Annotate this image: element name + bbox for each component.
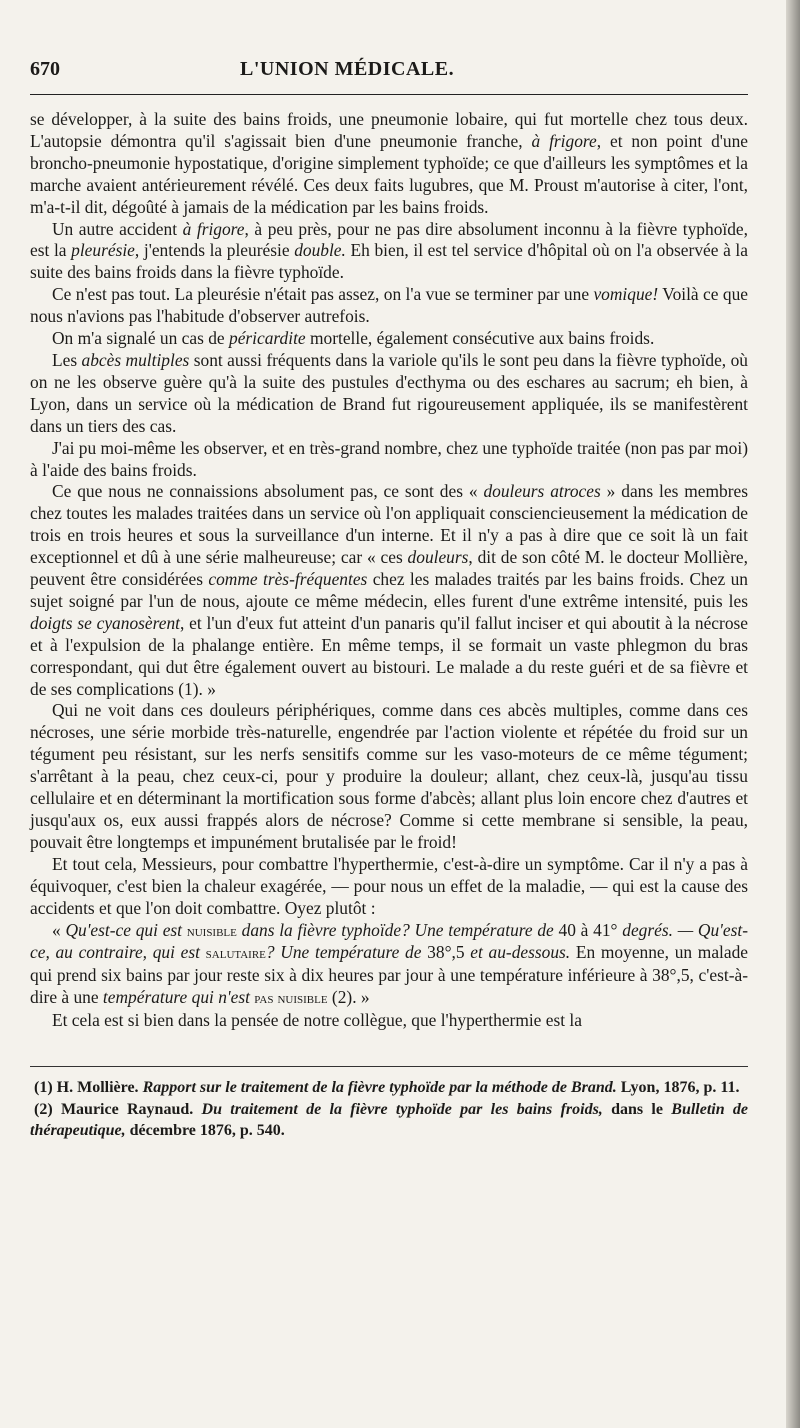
text-run: sont aussi fréquents dans la variole qu'ils le sont peu dans la fièvre typhoïde, où on ne les observe guère qu'à la suite des pustules d'ecthyma ou des eschares au sacrum; eh bien, à Lyon, dans un service où la médication de Brand fut rigoureusement appliquée, ils se manifestèrent dans un tiers des cas. (30, 349, 748, 436)
paragraph (30, 328, 748, 350)
text-run: , et l'un d'eux fut atteint d'un panaris qu'il fallut inciser et qui aboutit à la nécrose et à l'expulsion de la phalange entière. En même temps, il se formait un vaste phlegmon du bras correspondant, qui dut être également ouvert au bistouri. Le malade a du reste guéri et de sa fièvre et de ses complications (1). » (30, 612, 748, 699)
paragraph (30, 284, 748, 328)
text-run: Un autre accident (52, 218, 183, 239)
text-run: Et cela est si bien dans la pensée de notre collègue, que l'hyperthermie est la (52, 1010, 582, 1031)
footnotes (30, 1077, 748, 1142)
italic-run: abcès multiples (81, 349, 190, 370)
text-run: Ce que nous ne connaissions absolument pas, ce sont des « (52, 481, 484, 502)
page-edge-shadow (786, 0, 800, 1428)
text-run: Voilà ce que nous n'avions pas l'habitude d'observer autrefois. (30, 284, 748, 327)
text-run: mortelle, également consécutive aux bains froids. (305, 328, 655, 349)
paragraph (30, 700, 748, 853)
text-run: , j'entends la pleurésie (134, 240, 295, 261)
text-run: On m'a signalé un cas de (52, 328, 229, 349)
italic-run: douleurs atroces (483, 481, 601, 502)
text-run: , à peu près, pour ne pas dire absolument inconnu à la fièvre typhoïde, est la (30, 218, 748, 261)
italic-run: à frigore (531, 130, 597, 151)
italic-run: péricardite (229, 328, 306, 349)
italic-run: et au-dessous. (470, 942, 571, 963)
italic-run: dans la fièvre typhoïde? Une température de (236, 919, 559, 940)
text-run: En moyenne, un malade qui prend six bains par jour reste six à dix heures par jour à une température inférieure à 38°,5, c'est-à-dire à une (30, 942, 749, 1008)
text-run: 38°,5 (427, 942, 471, 963)
text-run: (2). » (327, 987, 370, 1008)
small-caps-run: pas nuisible (254, 990, 328, 1008)
text-run: Et tout cela, Messieurs, pour combattre l'hyperthermie, c'est-à-dire un symptôme. Car il n'y a pas à équivoquer, c'est bien la chaleur exagérée, — pour nous un effet de la maladie, — qui est la cause des accidents et que l'on doit combattre. Oyez plutôt : (30, 853, 748, 918)
italic-run: doigts se cyanosèrent (30, 612, 180, 633)
paragraph (30, 219, 748, 285)
text-run: dans le (602, 1100, 672, 1118)
text-run: chez les malades traités par les bains froids. Chez un sujet soigné par l'un de nous, ajoute ce même médecin, elles furent d'une extrême intensité, puis les (30, 569, 748, 611)
italic-run: Qu'est-ce qui est (65, 919, 187, 940)
paragraph (30, 350, 748, 438)
text-run: Ce n'est pas tout. La pleurésie n'était pas assez, on l'a vue se terminer par une (52, 284, 594, 305)
paragraph (30, 481, 748, 700)
footnote-rule (30, 1066, 748, 1067)
text-run: Qui ne voit dans ces douleurs périphériques, comme dans ces abcès multiples, comme dans ces nécroses, une série morbide très-naturelle, engendrée par l'action violente et répétée du froid sur un tégument peu résistant, sur les nerfs sensitifs comme sur les vaso-moteurs de ce même tégument; s'arrêtant à la peau, chez ceux-ci, pour y produire la douleur; allant, chez ceux-là, jusqu'au tissu cellulaire et en déterminant la mortification sous forme d'abcès; allant plus loin encore chez d'autres et jusqu'aux os, eux aussi frappés alors de nécrose? Comme si cette membrane si sensible, la peau, pouvait être longtemps et impunément brutalisée par le froid! (30, 700, 748, 852)
small-caps-run: nuisible (186, 922, 237, 940)
page-number: 670 (30, 58, 60, 80)
text-run: , dit de son côté M. le docteur Mollière, peuvent être considérées (30, 547, 749, 590)
italic-run: degrés. — Qu'est-ce, au contraire, qui est (30, 919, 749, 963)
paragraph (30, 854, 748, 920)
italic-run: température qui n'est (102, 987, 255, 1008)
text-run: Eh bien, il est tel service d'hôpital où on l'a observée à la suite des bains froids dans la fièvre typhoïde. (30, 240, 748, 283)
italic-run: Du traitement de la fièvre typhoïde par les bains froids, (201, 1100, 603, 1118)
footnote (30, 1099, 748, 1142)
footnote (30, 1077, 748, 1099)
text-run: , et non point d'une broncho-pneumonie hypostatique, d'origine simplement typhoïde; ce que d'ailleurs les symptômes et la marche avaient antérieurement révélé. Ces deux faits lugubres, que M. Proust m'autorise à citer, l'ont, m'a-t-il dit, dégoûté à jamais de la médication par les bains froids. (30, 130, 749, 217)
italic-run: pleurésie (71, 240, 135, 261)
text-run: décembre 1876, p. 540. (125, 1122, 285, 1140)
page-header (30, 58, 748, 88)
text-run: 40 à 41° (558, 919, 623, 940)
text-run: (1) H. Mollière. (34, 1079, 143, 1097)
text-run: J'ai pu moi-même les observer, et en très-grand nombre, chez une typhoïde traitée (non pas par moi) à l'aide des bains froids. (30, 437, 748, 480)
text-run: « (52, 919, 66, 940)
italic-run: comme très-fréquentes (208, 569, 368, 590)
italic-run: double. (294, 240, 346, 261)
text-run: Les (52, 349, 82, 370)
paragraph (30, 438, 748, 482)
text-run: (2) Maurice Raynaud. (34, 1100, 202, 1118)
quotation (30, 920, 748, 1011)
paragraph (30, 109, 748, 219)
italic-run: à frigore (182, 218, 245, 239)
italic-run: vomique! (593, 284, 659, 305)
text-run: se développer, à la suite des bains froids, une pneumonie lobaire, qui fut mortelle chez tous deux. L'autopsie démontra qu'il s'agissait bien d'une pneumonie franche, (30, 109, 748, 151)
italic-run: Rapport sur le traitement de la fièvre typhoïde par la méthode de Brand. (142, 1079, 617, 1097)
running-title: L'UNION MÉDICALE. (240, 58, 455, 80)
paragraph (30, 1010, 748, 1032)
body-text (30, 109, 748, 1032)
small-caps-run: salutaire (205, 945, 266, 963)
text-run: Lyon, 1876, p. 11. (616, 1079, 740, 1097)
italic-run: Bulletin de thérapeutique, (30, 1100, 749, 1140)
italic-run: ? Une température de (265, 942, 428, 963)
italic-run: douleurs (407, 547, 469, 568)
text-run: » dans les membres chez toutes les malades traitées dans un service où l'on appliquait consciencieusement la médication de trois en trois heures et sous la surveillance d'un interne. Et il n'y a pas à dire que ce soit là un fait exceptionnel et dû à une série malheureuse; car « ces (30, 481, 749, 568)
header-rule (30, 94, 748, 95)
